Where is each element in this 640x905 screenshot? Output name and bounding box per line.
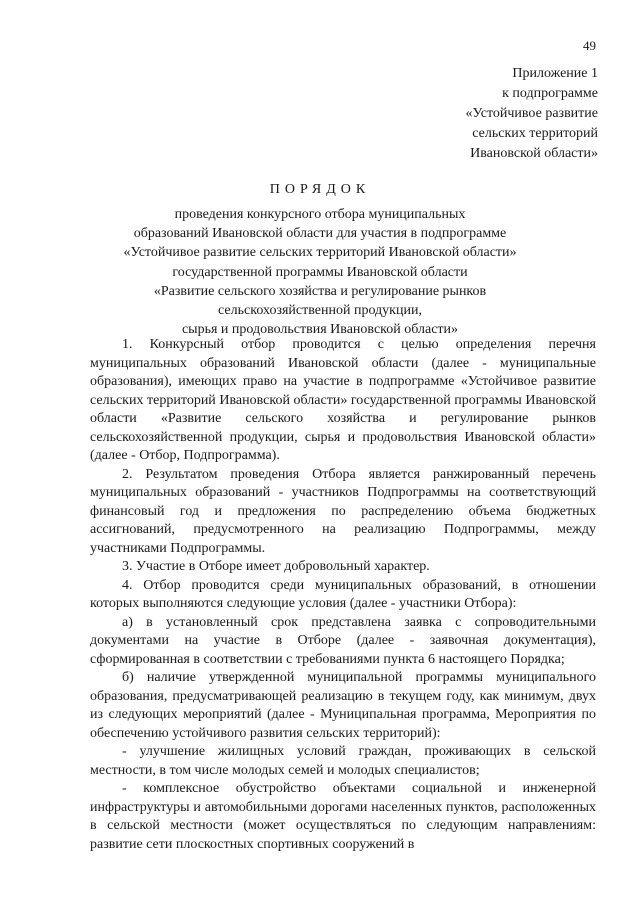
document-title: ПОРЯДОК (269, 182, 371, 197)
list-item: - улучшение жилищных условий граждан, проживающих в сельской местности, в том числе молодых семей и молодых специалистов; (90, 744, 596, 778)
subtitle-line: сырья и продовольствия Ивановской области» (181, 322, 459, 338)
appendix-line: «Устойчивое развитие (465, 106, 598, 121)
paragraph: 1. Конкурсный отбор проводится с целью определения перечня муниципальных образований Ивановской области (далее - муниципальные образования), имеющих право на участие в подпрограмме «Устойчивое развитие сельских территорий Ивановской области» государственной программы Ивановской области «Развитие сельского хозяйства и регулирование рынков сельскохозяйственной продукции, сырья и продовольствия Ивановской области» (далее - Отбор, Подпрограмма). (90, 337, 596, 463)
document-body (90, 336, 596, 854)
subtitle-line: сельскохозяйственной продукции, (218, 303, 422, 319)
paragraph: 3. Участие в Отборе имеет добровольный характер. (122, 559, 430, 574)
paragraph: а) в установленный срок представлена заявка с сопроводительными документами на участие в Отборе (далее - заявочная документация), сформированная в соответствии с требованиями пункта 6 настоящего Порядка; (90, 614, 596, 667)
appendix-line: Приложение 1 (512, 66, 598, 81)
document-subtitle (0, 205, 640, 339)
appendix-line: сельских территорий (472, 126, 598, 141)
subtitle-line: государственной программы Ивановской области (172, 264, 468, 280)
list-item: - комплексное обустройство объектами социальной и инженерной инфраструктуры и автомобильными дорогами населенных пунктов, расположенных в сельской местности (может осуществляться по следующим направлениям: развитие сети плоскостных спортивных сооружений в (90, 781, 596, 852)
subtitle-line: «Устойчивое развитие сельских территорий Ивановской области» (123, 245, 517, 261)
appendix-line: к подпрограмме (502, 86, 598, 101)
appendix-line: Ивановской области» (470, 146, 598, 161)
subtitle-line: «Развитие сельского хозяйства и регулирование рынков (153, 283, 487, 299)
paragraph: 2. Результатом проведения Отбора является ранжированный перечень муниципальных образований - участников Подпрограммы на соответствующий финансовый год и предложения по распределению объема бюджетных ассигнований, предусмотренного на реализацию Подпрограммы, между участниками Подпрограммы. (90, 466, 596, 556)
appendix-header (466, 64, 598, 164)
subtitle-line: проведения конкурсного отбора муниципальных (174, 207, 466, 222)
paragraph: 4. Отбор проводится среди муниципальных образований, в отношении которых выполняются следующие условия (далее - участники Отбора): (90, 577, 596, 611)
page-number: 49 (583, 38, 596, 53)
paragraph: б) наличие утвержденной муниципальной программы муниципального образования, предусматривающей реализацию в текущем году, как минимум, двух из следующих мероприятий (далее - Муниципальная программа, Мероприятия по обеспечению устойчивого развития сельских территорий): (90, 670, 596, 741)
subtitle-line: образований Ивановской области для участия в подпрограмме (133, 226, 507, 242)
